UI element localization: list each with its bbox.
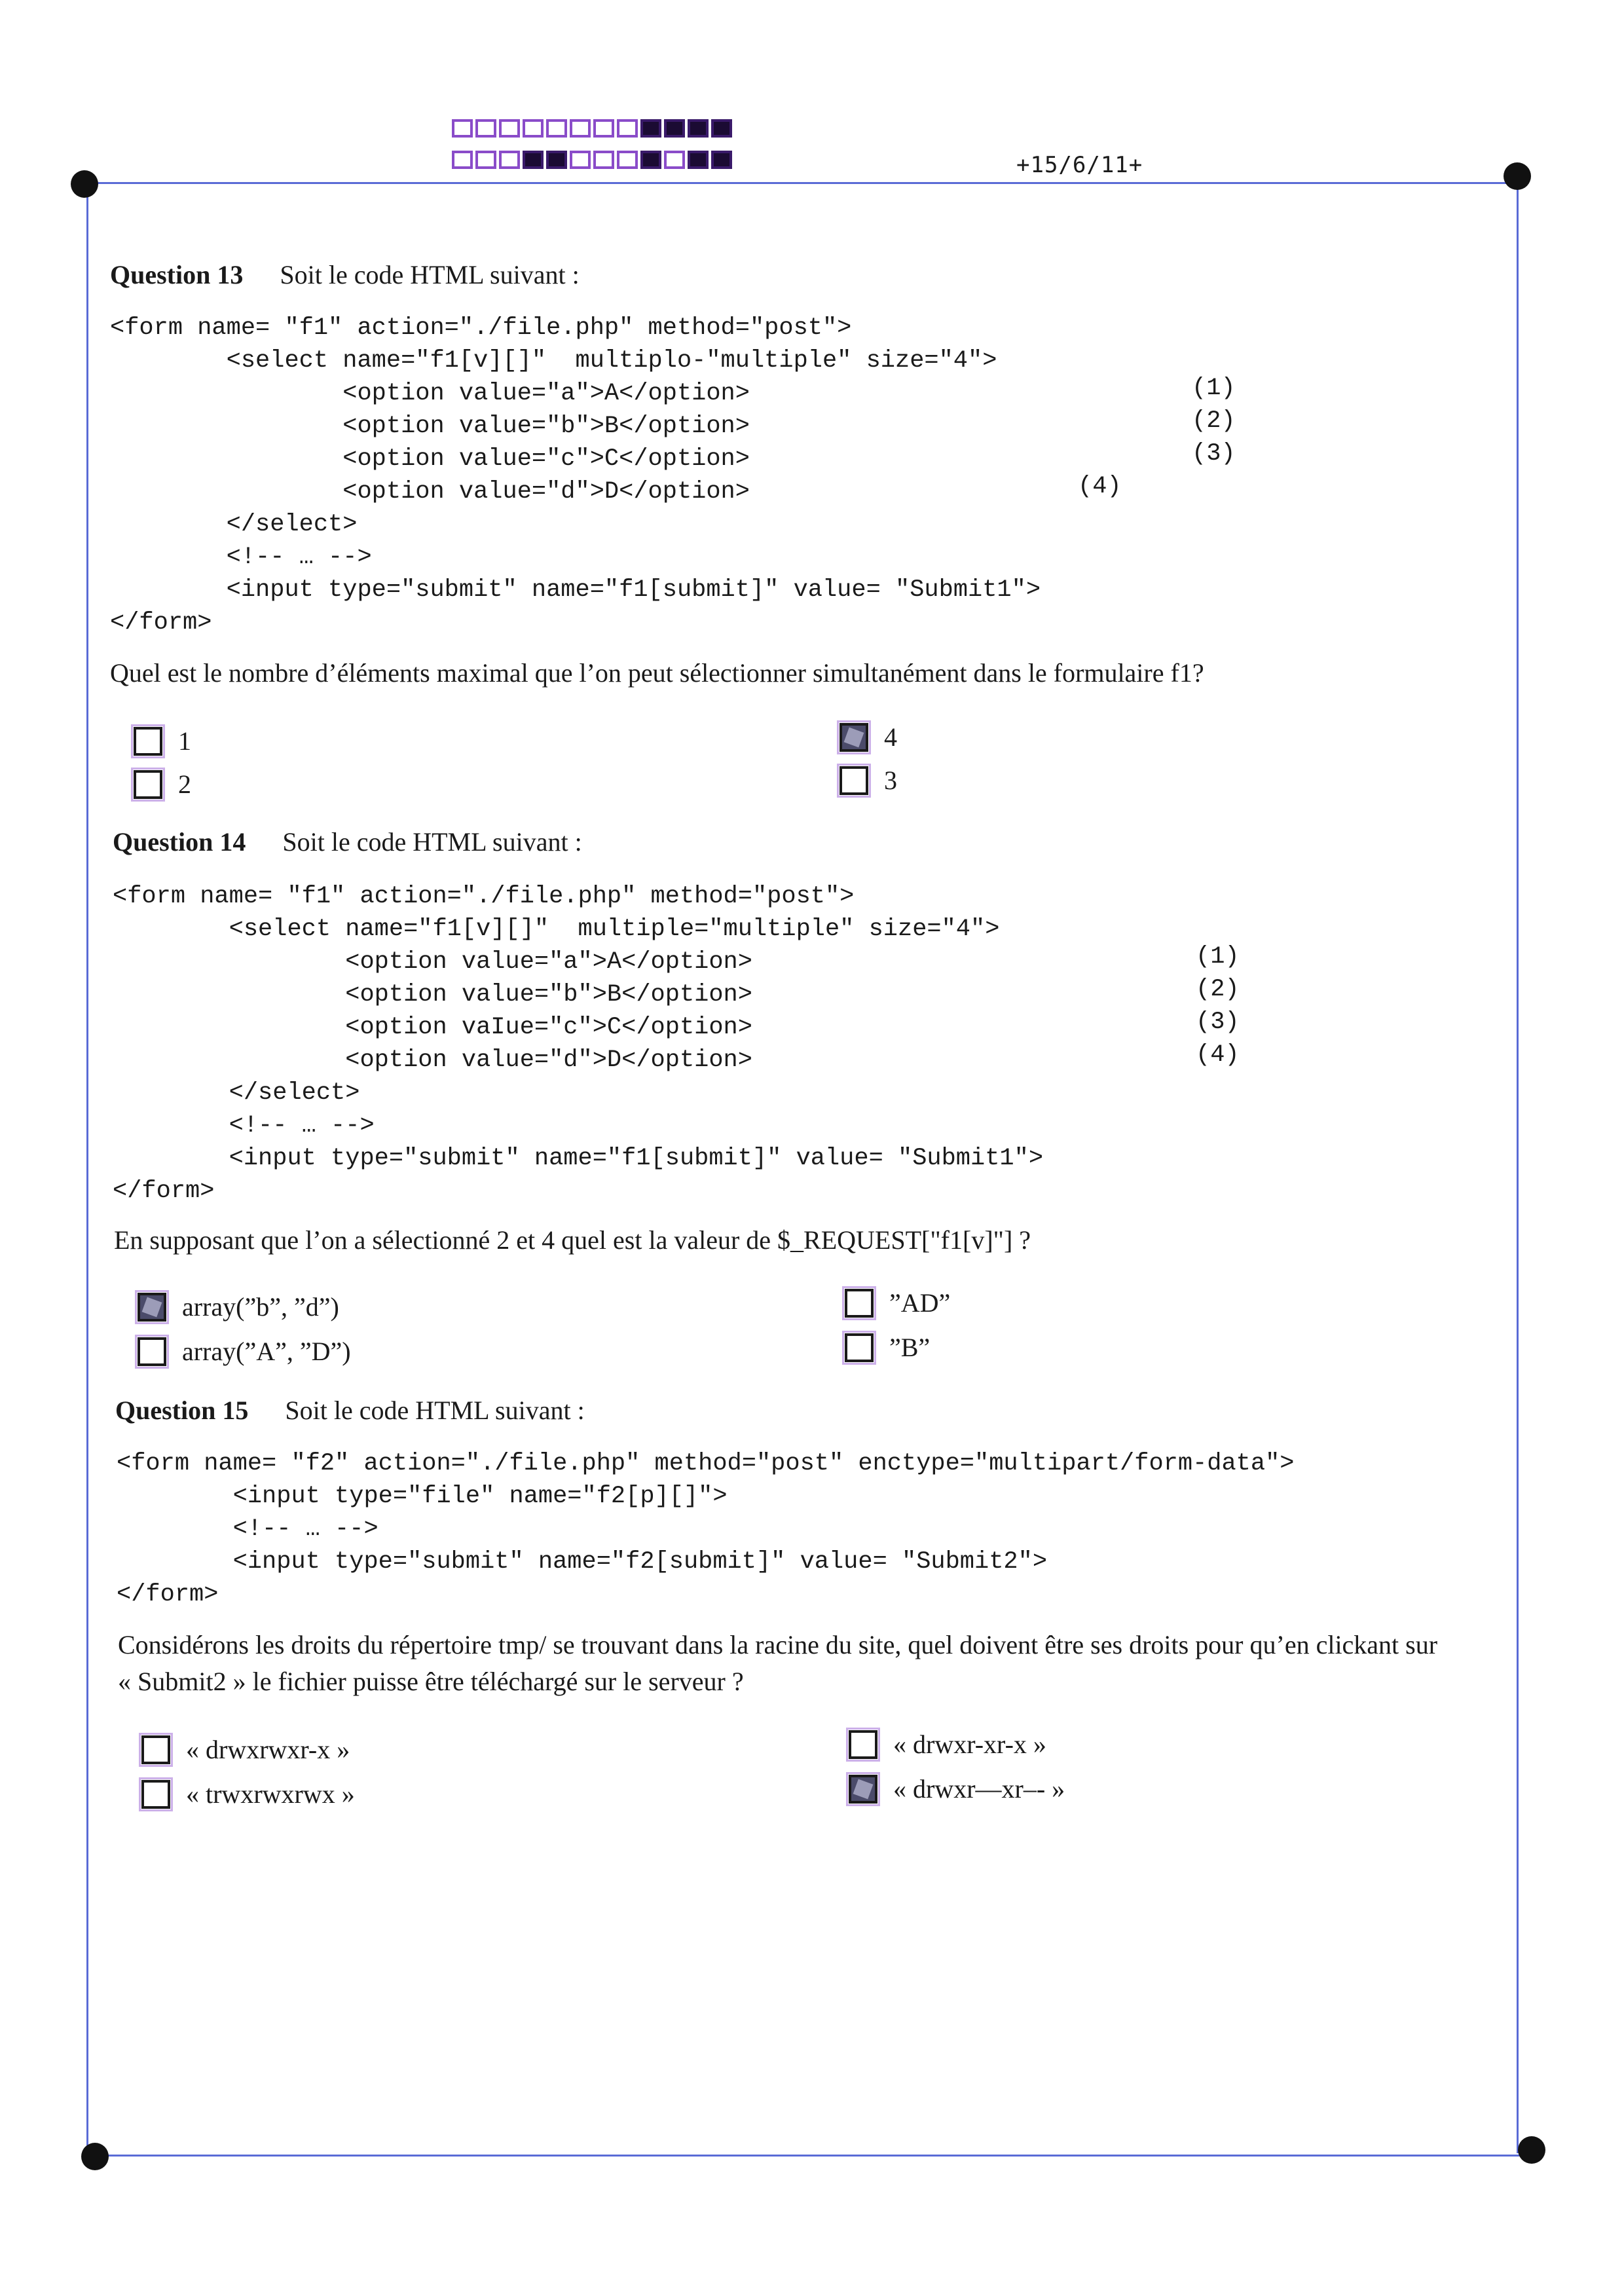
code-line: <input type="submit" name="f1[submit]" value= "Submit1"> <box>113 1145 1044 1172</box>
answer-checkbox[interactable] <box>141 1735 170 1764</box>
answer-label: « trwxrwxrwx » <box>186 1779 355 1809</box>
code-line: </select> <box>110 511 358 538</box>
line-number: (2) <box>1192 407 1236 435</box>
answer-option[interactable] <box>840 722 897 752</box>
answer-checkbox[interactable] <box>134 727 162 756</box>
line-number: (2) <box>1196 976 1240 1003</box>
code-line: <option value="a">A</option> <box>110 380 750 407</box>
answer-checkbox[interactable] <box>134 770 162 799</box>
code-line: <select name="f1[v][]" multiple="multiple" size="4"> <box>113 916 1000 943</box>
answer-label: 2 <box>178 769 191 799</box>
code-line: <input type="file" name="f2[p][]"> <box>117 1483 728 1510</box>
frame-left <box>86 183 88 2155</box>
line-number: (3) <box>1196 1009 1240 1036</box>
frame-bottom <box>97 2155 1531 2157</box>
code-line: <option value="d">D</option> <box>113 1046 752 1074</box>
answer-checkbox[interactable] <box>849 1730 877 1759</box>
code-line: <form name= "f1" action="./file.php" method="post"> <box>113 883 855 910</box>
barcode-row-2 <box>452 151 732 169</box>
line-number: (4) <box>1078 473 1122 500</box>
answer-label: ”AD” <box>889 1288 951 1318</box>
corner-marker-top-right <box>1504 162 1531 190</box>
corner-marker-bottom-left <box>81 2143 109 2170</box>
question-14-title <box>113 826 582 857</box>
question-13-title <box>110 259 580 290</box>
code-line: <input type="submit" name="f1[submit]" value= "Submit1"> <box>110 576 1041 604</box>
answer-option[interactable] <box>840 765 897 796</box>
question-14-code <box>113 880 1043 1208</box>
question-13-label: Question 13 <box>110 260 244 289</box>
answer-label: 1 <box>178 726 191 756</box>
answer-label: « drwxrwxr-x » <box>186 1735 350 1764</box>
question-15-title <box>115 1395 585 1426</box>
code-line: <form name= "f1" action="./file.php" method="post"> <box>110 314 852 342</box>
frame-right <box>1517 182 1519 2153</box>
code-line: <!-- … --> <box>110 544 372 571</box>
corner-marker-bottom-right <box>1518 2136 1545 2164</box>
barcode-row-1 <box>452 119 732 138</box>
page-id: +15/6/11+ <box>1016 152 1143 178</box>
answer-option[interactable] <box>845 1287 950 1318</box>
answer-option[interactable] <box>138 1291 339 1322</box>
question-15-label: Question 15 <box>115 1396 249 1425</box>
answer-label: « drwxr—xr–- » <box>893 1774 1065 1804</box>
code-line: <!-- … --> <box>117 1515 378 1543</box>
question-13-prompt: Quel est le nombre d’éléments maximal que l’on peut sélectionner simultanément dans le formulaire f1? <box>110 658 1204 688</box>
answer-checkbox-checked[interactable] <box>138 1293 166 1322</box>
question-14-label: Question 14 <box>113 827 246 857</box>
answer-option[interactable] <box>845 1332 930 1363</box>
answer-checkbox[interactable] <box>138 1337 166 1366</box>
answer-option[interactable] <box>849 1773 1065 1804</box>
question-13-code <box>110 312 1041 639</box>
answer-option[interactable] <box>849 1729 1046 1760</box>
answer-checkbox[interactable] <box>141 1780 170 1809</box>
answer-checkbox[interactable] <box>845 1289 874 1318</box>
code-line: <option value="a">A</option> <box>113 948 752 976</box>
code-line: </form> <box>117 1581 219 1608</box>
question-15-prompt <box>118 1627 1519 1700</box>
line-number: (1) <box>1192 375 1236 402</box>
answer-label: array(”b”, ”d”) <box>182 1292 339 1322</box>
answer-option[interactable] <box>134 726 191 756</box>
line-number: (3) <box>1192 440 1236 468</box>
answer-option[interactable] <box>138 1336 351 1367</box>
question-15-code <box>117 1447 1295 1611</box>
code-line: <form name= "f2" action="./file.php" method="post" enctype="multipart/form-data"> <box>117 1450 1295 1477</box>
answer-label: array(”A”, ”D”) <box>182 1337 351 1366</box>
answer-label: ”B” <box>889 1333 931 1362</box>
code-line: <option value="b">B</option> <box>113 981 752 1009</box>
answer-label: « drwxr-xr-x » <box>893 1730 1046 1759</box>
question-13-intro: Soit le code HTML suivant : <box>280 260 580 289</box>
prompt-line: Considérons les droits du répertoire tmp/ se trouvant dans la racine du site, quel doivent être ses droits pour qu’en clickant sur <box>118 1630 1438 1659</box>
answer-checkbox-checked[interactable] <box>840 723 868 752</box>
line-number: (4) <box>1196 1041 1240 1069</box>
code-line: <input type="submit" name="f2[submit]" value= "Submit2"> <box>117 1548 1048 1576</box>
corner-marker-top-left <box>71 170 98 198</box>
code-line: </select> <box>113 1079 360 1107</box>
code-line: <option value="d">D</option> <box>110 478 750 506</box>
question-15-intro: Soit le code HTML suivant : <box>285 1396 585 1425</box>
answer-checkbox[interactable] <box>840 766 868 795</box>
code-line: <select name="f1[v][]" multiplo-"multiple" size="4"> <box>110 347 997 375</box>
code-line: <option value="c">C</option> <box>110 445 750 473</box>
line-number: (1) <box>1196 943 1240 971</box>
answer-option[interactable] <box>141 1779 355 1809</box>
code-line: <option vaIue="c">C</option> <box>113 1014 752 1041</box>
code-line: </form> <box>110 609 212 637</box>
prompt-line: « Submit2 » le fichier puisse être téléchargé sur le serveur ? <box>118 1667 744 1696</box>
question-14-prompt: En supposant que l’on a sélectionné 2 et 4 quel est la valeur de $_REQUEST["f1[v]"] ? <box>114 1225 1031 1255</box>
frame-top <box>85 182 1517 184</box>
answer-option[interactable] <box>134 769 191 800</box>
code-line: <!-- … --> <box>113 1112 375 1139</box>
answer-option[interactable] <box>141 1734 350 1765</box>
code-line: </form> <box>113 1177 215 1205</box>
answer-checkbox[interactable] <box>845 1333 874 1362</box>
question-14-intro: Soit le code HTML suivant : <box>282 827 582 857</box>
code-line: <option value="b">B</option> <box>110 413 750 440</box>
answer-label: 3 <box>884 766 897 795</box>
answer-checkbox-checked[interactable] <box>849 1775 877 1804</box>
answer-label: 4 <box>884 722 897 752</box>
